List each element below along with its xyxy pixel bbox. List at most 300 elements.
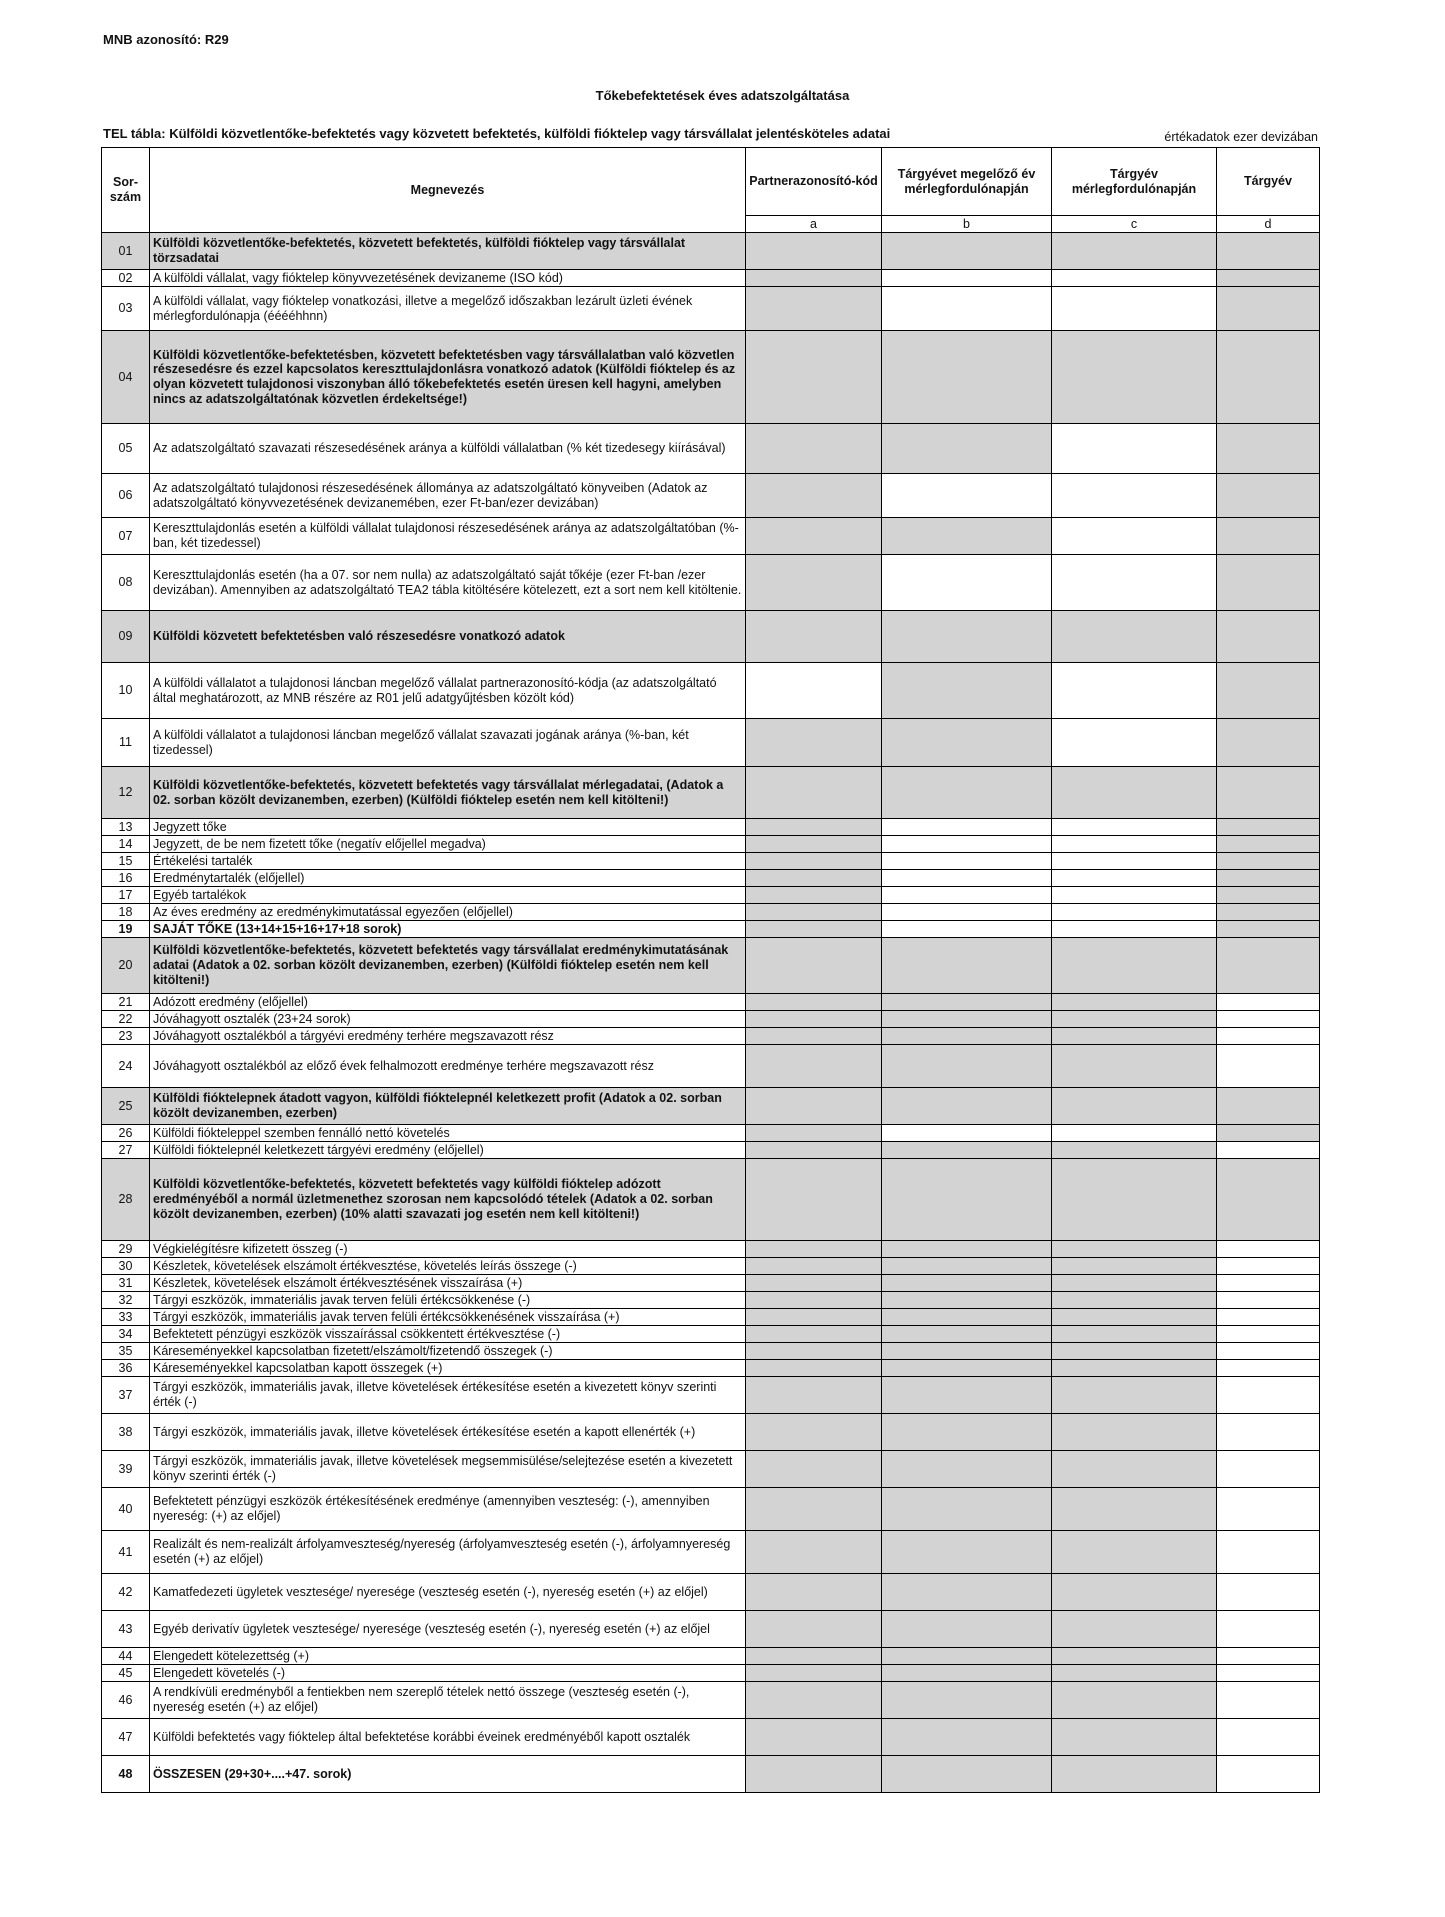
value-cell-d[interactable] [1217, 1488, 1320, 1531]
row-description: Az éves eredmény az eredménykimutatással egyezően (előjellel) [150, 904, 746, 921]
table-row [102, 1125, 1320, 1142]
col-letter-d: d [1217, 216, 1320, 233]
value-cell-c [1052, 1574, 1217, 1611]
value-cell-a [746, 518, 882, 555]
value-cell-a [746, 1309, 882, 1326]
row-number: 41 [102, 1531, 150, 1574]
value-cell-c [1052, 1648, 1217, 1665]
table-row [102, 331, 1320, 424]
row-description: Értékelési tartalék [150, 853, 746, 870]
row-description: Elengedett kötelezettség (+) [150, 1648, 746, 1665]
value-cell-b [882, 1665, 1052, 1682]
row-number: 19 [102, 921, 150, 938]
row-description: A rendkívüli eredményből a fentiekben nem szereplő tételek nettó összege (veszteség esetén (-), nyereség esetén (+) az előjel) [150, 1682, 746, 1719]
value-cell-a [746, 1292, 882, 1309]
value-cell-c[interactable] [1052, 819, 1217, 836]
value-cell-b[interactable] [882, 270, 1052, 287]
row-description: Káreseményekkel kapcsolatban kapott összegek (+) [150, 1360, 746, 1377]
value-cell-c[interactable] [1052, 853, 1217, 870]
value-cell-c[interactable] [1052, 870, 1217, 887]
value-cell-a [746, 1756, 882, 1793]
value-cell-c [1052, 1326, 1217, 1343]
value-cell-d[interactable] [1217, 1377, 1320, 1414]
row-number: 18 [102, 904, 150, 921]
table-row [102, 611, 1320, 663]
table-row [102, 1488, 1320, 1531]
value-cell-a [746, 938, 882, 994]
col-header-b: Tárgyévet megelőző év mérlegfordulónapján [882, 148, 1052, 216]
value-cell-a [746, 921, 882, 938]
row-number: 36 [102, 1360, 150, 1377]
row-number: 20 [102, 938, 150, 994]
value-cell-d [1217, 1159, 1320, 1241]
value-cell-b [882, 424, 1052, 474]
value-cell-a [746, 424, 882, 474]
table-row [102, 424, 1320, 474]
table-row [102, 1756, 1320, 1793]
table-row [102, 1665, 1320, 1682]
row-number: 09 [102, 611, 150, 663]
value-cell-b[interactable] [882, 474, 1052, 518]
value-cell-b [882, 1719, 1052, 1756]
table-row [102, 1275, 1320, 1292]
value-cell-a [746, 767, 882, 819]
table-row [102, 1414, 1320, 1451]
row-description: Elengedett követelés (-) [150, 1665, 746, 1682]
table-row [102, 1309, 1320, 1326]
value-cell-d[interactable] [1217, 1258, 1320, 1275]
row-description: ÖSSZESEN (29+30+....+47. sorok) [150, 1756, 746, 1793]
value-cell-b [882, 1682, 1052, 1719]
col-letter-c: c [1052, 216, 1217, 233]
value-cell-d[interactable] [1217, 1451, 1320, 1488]
row-description: Tárgyi eszközök, immateriális javak terven felüli értékcsökkenése (-) [150, 1292, 746, 1309]
row-number: 40 [102, 1488, 150, 1531]
mnb-identifier: MNB azonosító: R29 [103, 32, 229, 47]
row-description: A külföldi vállalatot a tulajdonosi láncban megelőző vállalat partnerazonosító-kódja (az adatszolgáltató által meghatározott, az MNB részére az R01 jelű adatgyűjtésben közölt kód) [150, 663, 746, 719]
table-row [102, 904, 1320, 921]
value-cell-d [1217, 870, 1320, 887]
value-cell-a [746, 1326, 882, 1343]
value-cell-b [882, 233, 1052, 270]
value-cell-d[interactable] [1217, 1309, 1320, 1326]
row-number: 17 [102, 887, 150, 904]
value-cell-d[interactable] [1217, 1574, 1320, 1611]
value-cell-d [1217, 270, 1320, 287]
value-cell-b [882, 1275, 1052, 1292]
value-cell-a [746, 870, 882, 887]
value-cell-d[interactable] [1217, 994, 1320, 1011]
value-cell-a [746, 1360, 882, 1377]
row-description: Tárgyi eszközök, immateriális javak, illetve követelések értékesítése esetén a kivezetett könyv szerinti érték (-) [150, 1377, 746, 1414]
row-description: Jegyzett tőke [150, 819, 746, 836]
value-cell-c [1052, 233, 1217, 270]
row-description: Tárgyi eszközök, immateriális javak, illetve követelések megsemmisülése/selejtezése esetén a kivezetett könyv szerinti érték (-) [150, 1451, 746, 1488]
value-cell-c [1052, 1011, 1217, 1028]
value-cell-b [882, 1611, 1052, 1648]
row-number: 35 [102, 1343, 150, 1360]
row-number: 27 [102, 1142, 150, 1159]
value-cell-b [882, 1045, 1052, 1088]
value-cell-b [882, 1028, 1052, 1045]
value-cell-c [1052, 1360, 1217, 1377]
row-description: Kamatfedezeti ügyletek vesztesége/ nyeresége (veszteség esetén (-), nyereség esetén (+) az előjel) [150, 1574, 746, 1611]
row-number: 16 [102, 870, 150, 887]
value-cell-b[interactable] [882, 819, 1052, 836]
value-cell-d[interactable] [1217, 1045, 1320, 1088]
value-cell-b [882, 1488, 1052, 1531]
row-number: 33 [102, 1309, 150, 1326]
table-row [102, 1088, 1320, 1125]
table-row [102, 518, 1320, 555]
value-cell-b [882, 1377, 1052, 1414]
table-row [102, 1377, 1320, 1414]
value-cell-c[interactable] [1052, 663, 1217, 719]
row-description: Jóváhagyott osztalék (23+24 sorok) [150, 1011, 746, 1028]
value-cell-c [1052, 767, 1217, 819]
table-row [102, 1343, 1320, 1360]
row-description: Eredménytartalék (előjellel) [150, 870, 746, 887]
header-row [102, 148, 1320, 216]
value-cell-b[interactable] [882, 555, 1052, 611]
row-description: Befektetett pénzügyi eszközök visszaírással csökkentett értékvesztése (-) [150, 1326, 746, 1343]
value-cell-d[interactable] [1217, 1326, 1320, 1343]
row-description: Realizált és nem-realizált árfolyamveszteség/nyereség (árfolyamveszteség esetén (-), árfolyamnyereség esetén (+) az előjel) [150, 1531, 746, 1574]
row-description: Az adatszolgáltató tulajdonosi részesedésének állománya az adatszolgáltató könyveiben (Adatok az adatszolgáltató könyvvezetésének devizanemében, ezer Ft-ban/ezer devizában) [150, 474, 746, 518]
value-cell-d[interactable] [1217, 1028, 1320, 1045]
value-cell-d[interactable] [1217, 1682, 1320, 1719]
row-number: 21 [102, 994, 150, 1011]
value-cell-c[interactable] [1052, 887, 1217, 904]
value-cell-d[interactable] [1217, 1665, 1320, 1682]
row-number: 38 [102, 1414, 150, 1451]
table-row [102, 663, 1320, 719]
value-cell-d [1217, 887, 1320, 904]
value-cell-d[interactable] [1217, 1611, 1320, 1648]
table-row [102, 233, 1320, 270]
value-cell-c [1052, 994, 1217, 1011]
value-cell-a [746, 611, 882, 663]
value-cell-a [746, 1028, 882, 1045]
row-number: 01 [102, 233, 150, 270]
value-cell-b [882, 1309, 1052, 1326]
value-cell-c [1052, 1159, 1217, 1241]
table-row [102, 870, 1320, 887]
value-cell-d [1217, 853, 1320, 870]
row-number: 47 [102, 1719, 150, 1756]
value-cell-d [1217, 719, 1320, 767]
row-description: Adózott eredmény (előjellel) [150, 994, 746, 1011]
value-cell-b [882, 331, 1052, 424]
value-cell-a [746, 1088, 882, 1125]
value-cell-b [882, 767, 1052, 819]
row-number: 25 [102, 1088, 150, 1125]
value-cell-d[interactable] [1217, 1360, 1320, 1377]
value-cell-c [1052, 1611, 1217, 1648]
row-description: Kereszttulajdonlás esetén (ha a 07. sor nem nulla) az adatszolgáltató saját tőkéje (ezer Ft-ban /ezer devizában). Amennyiben az adatszolgáltató TEA2 tábla kitöltésére kötelezett, ezt a sort nem kell kitöltenie. [150, 555, 746, 611]
value-cell-a [746, 233, 882, 270]
value-cell-d [1217, 518, 1320, 555]
row-number: 11 [102, 719, 150, 767]
value-cell-b[interactable] [882, 921, 1052, 938]
value-cell-c [1052, 1045, 1217, 1088]
value-cell-a [746, 287, 882, 331]
value-cell-b [882, 611, 1052, 663]
row-number: 43 [102, 1611, 150, 1648]
col-header-d: Tárgyév [1217, 148, 1320, 216]
col-header-a: Partnerazonosító-kód [746, 148, 882, 216]
value-cell-d[interactable] [1217, 1241, 1320, 1258]
table-row [102, 1258, 1320, 1275]
row-number: 46 [102, 1682, 150, 1719]
value-cell-a [746, 719, 882, 767]
value-cell-c[interactable] [1052, 1125, 1217, 1142]
value-cell-c [1052, 1028, 1217, 1045]
value-cell-d [1217, 1088, 1320, 1125]
row-number: 03 [102, 287, 150, 331]
row-description: Külföldi közvetett befektetésben való részesedésre vonatkozó adatok [150, 611, 746, 663]
value-cell-a [746, 555, 882, 611]
value-cell-a [746, 1682, 882, 1719]
value-cell-b [882, 663, 1052, 719]
value-cell-c[interactable] [1052, 287, 1217, 331]
col-letter-b: b [882, 216, 1052, 233]
value-cell-b [882, 719, 1052, 767]
row-description: Végkielégítésre kifizetett összeg (-) [150, 1241, 746, 1258]
value-cell-c[interactable] [1052, 836, 1217, 853]
value-cell-b [882, 1159, 1052, 1241]
value-cell-d[interactable] [1217, 1648, 1320, 1665]
value-cell-d [1217, 921, 1320, 938]
table-row [102, 853, 1320, 870]
table-row [102, 1142, 1320, 1159]
row-number: 48 [102, 1756, 150, 1793]
row-description: A külföldi vállalat, vagy fióktelep vonatkozási, illetve a megelőző időszakban lezárult üzleti évének mérlegfordulónapja (ééééhhnn) [150, 287, 746, 331]
value-cell-b [882, 1360, 1052, 1377]
value-cell-c [1052, 1343, 1217, 1360]
table-row [102, 474, 1320, 518]
col-header-desc: Megnevezés [150, 148, 746, 233]
table-row [102, 1719, 1320, 1756]
table-row [102, 887, 1320, 904]
row-description: Készletek, követelések elszámolt értékvesztése, követelés leírás összege (-) [150, 1258, 746, 1275]
row-description: Külföldi fiókteleppel szemben fennálló nettó követelés [150, 1125, 746, 1142]
table-row [102, 938, 1320, 994]
row-number: 31 [102, 1275, 150, 1292]
value-cell-c [1052, 1258, 1217, 1275]
row-description: Külföldi közvetlentőke-befektetés, közvetett befektetés vagy társvállalat eredménykimutatásának adatai (Adatok a 02. sorban közölt devizanemben, ezerben) (Külföldi fióktelep esetén nem kell kitölteni!) [150, 938, 746, 994]
row-number: 08 [102, 555, 150, 611]
value-cell-a [746, 1414, 882, 1451]
value-cell-a [746, 1241, 882, 1258]
value-cell-b [882, 938, 1052, 994]
unit-note: értékadatok ezer devizában [1164, 130, 1318, 144]
row-number: 32 [102, 1292, 150, 1309]
value-cell-b[interactable] [882, 1125, 1052, 1142]
value-cell-a [746, 1451, 882, 1488]
row-number: 37 [102, 1377, 150, 1414]
value-cell-b[interactable] [882, 887, 1052, 904]
value-cell-b [882, 1241, 1052, 1258]
table-row [102, 1611, 1320, 1648]
table-row [102, 1028, 1320, 1045]
value-cell-d [1217, 611, 1320, 663]
value-cell-d[interactable] [1217, 1343, 1320, 1360]
value-cell-d [1217, 938, 1320, 994]
value-cell-c [1052, 1088, 1217, 1125]
row-number: 23 [102, 1028, 150, 1045]
table-row [102, 1011, 1320, 1028]
value-cell-a [746, 1011, 882, 1028]
value-cell-b [882, 1292, 1052, 1309]
table-row [102, 767, 1320, 819]
value-cell-c[interactable] [1052, 474, 1217, 518]
row-description: Külföldi közvetlentőke-befektetés, közvetett befektetés, külföldi fióktelep vagy társvállalat törzsadatai [150, 233, 746, 270]
value-cell-c[interactable] [1052, 904, 1217, 921]
value-cell-b [882, 1574, 1052, 1611]
col-header-c: Tárgyév mérlegfordulónapján [1052, 148, 1217, 216]
value-cell-b[interactable] [882, 287, 1052, 331]
row-number: 02 [102, 270, 150, 287]
value-cell-a [746, 904, 882, 921]
value-cell-a [746, 1488, 882, 1531]
value-cell-c[interactable] [1052, 518, 1217, 555]
value-cell-b [882, 1258, 1052, 1275]
value-cell-a [746, 1343, 882, 1360]
value-cell-c [1052, 1719, 1217, 1756]
table-row [102, 819, 1320, 836]
row-number: 26 [102, 1125, 150, 1142]
row-description: Tárgyi eszközök, immateriális javak terven felüli értékcsökkenésének visszaírása (+) [150, 1309, 746, 1326]
value-cell-c [1052, 1292, 1217, 1309]
value-cell-d [1217, 1125, 1320, 1142]
value-cell-c [1052, 1377, 1217, 1414]
row-number: 15 [102, 853, 150, 870]
value-cell-b[interactable] [882, 904, 1052, 921]
value-cell-b [882, 1414, 1052, 1451]
value-cell-d[interactable] [1217, 1719, 1320, 1756]
row-description: Kereszttulajdonlás esetén a külföldi vállalat tulajdonosi részesedésének aránya az adatszolgáltatóban (%-ban, két tizedessel) [150, 518, 746, 555]
value-cell-c[interactable] [1052, 921, 1217, 938]
row-number: 12 [102, 767, 150, 819]
row-number: 39 [102, 1451, 150, 1488]
value-cell-c[interactable] [1052, 719, 1217, 767]
row-description: Külföldi közvetlentőke-befektetés, közvetett befektetés vagy külföldi fióktelep adózott eredményéből a normál üzletmenethez szorosan nem kapcsolódó tételek (Adatok a 02. sorban közölt devizanemben, ezerben) (10% alatti szavazati jog esetén nem kell kitölteni!) [150, 1159, 746, 1241]
row-description: A külföldi vállalat, vagy fióktelep könyvvezetésének devizaneme (ISO kód) [150, 270, 746, 287]
table-row [102, 1574, 1320, 1611]
value-cell-d [1217, 233, 1320, 270]
value-cell-c [1052, 1241, 1217, 1258]
value-cell-d [1217, 555, 1320, 611]
value-cell-a [746, 1142, 882, 1159]
value-cell-d[interactable] [1217, 1414, 1320, 1451]
value-cell-b[interactable] [882, 836, 1052, 853]
value-cell-d [1217, 331, 1320, 424]
value-cell-d[interactable] [1217, 1756, 1320, 1793]
table-row [102, 1451, 1320, 1488]
value-cell-c [1052, 1309, 1217, 1326]
value-cell-b [882, 1011, 1052, 1028]
tel-table [101, 147, 1320, 1793]
value-cell-c [1052, 331, 1217, 424]
row-number: 29 [102, 1241, 150, 1258]
document-title: Tőkebefektetések éves adatszolgáltatása [595, 88, 850, 103]
value-cell-d[interactable] [1217, 1292, 1320, 1309]
value-cell-a [746, 836, 882, 853]
value-cell-c[interactable] [1052, 555, 1217, 611]
row-number: 13 [102, 819, 150, 836]
value-cell-a [746, 1531, 882, 1574]
value-cell-c[interactable] [1052, 270, 1217, 287]
table-row [102, 1648, 1320, 1665]
value-cell-d[interactable] [1217, 1011, 1320, 1028]
row-number: 28 [102, 1159, 150, 1241]
row-number: 04 [102, 331, 150, 424]
col-header-num: Sor- szám [102, 148, 150, 233]
value-cell-c [1052, 938, 1217, 994]
table-row [102, 719, 1320, 767]
value-cell-d [1217, 904, 1320, 921]
value-cell-a [746, 331, 882, 424]
value-cell-a [746, 887, 882, 904]
value-cell-d[interactable] [1217, 1531, 1320, 1574]
table-row [102, 994, 1320, 1011]
row-number: 10 [102, 663, 150, 719]
row-description: A külföldi vállalatot a tulajdonosi láncban megelőző vállalat szavazati jogának aránya (%-ban, két tizedessel) [150, 719, 746, 767]
table-body [102, 233, 1320, 1793]
value-cell-b[interactable] [882, 870, 1052, 887]
value-cell-a[interactable] [746, 663, 882, 719]
value-cell-c[interactable] [1052, 424, 1217, 474]
col-letter-a: a [746, 216, 882, 233]
table-row [102, 287, 1320, 331]
row-number: 24 [102, 1045, 150, 1088]
value-cell-a [746, 1665, 882, 1682]
value-cell-c [1052, 1142, 1217, 1159]
value-cell-a [746, 853, 882, 870]
row-description: Külföldi fióktelepnél keletkezett tárgyévi eredmény (előjellel) [150, 1142, 746, 1159]
table-row [102, 921, 1320, 938]
table-row [102, 836, 1320, 853]
table-row [102, 1159, 1320, 1241]
table-row [102, 1326, 1320, 1343]
value-cell-b [882, 1648, 1052, 1665]
row-description: Jóváhagyott osztalékból a tárgyévi eredmény terhére megszavazott rész [150, 1028, 746, 1045]
value-cell-d [1217, 819, 1320, 836]
row-number: 05 [102, 424, 150, 474]
value-cell-a [746, 1125, 882, 1142]
value-cell-d [1217, 474, 1320, 518]
table-row [102, 1682, 1320, 1719]
value-cell-a [746, 1258, 882, 1275]
value-cell-c [1052, 611, 1217, 663]
value-cell-c [1052, 1275, 1217, 1292]
table-row [102, 1531, 1320, 1574]
value-cell-b[interactable] [882, 853, 1052, 870]
row-description: Külföldi fióktelepnek átadott vagyon, külföldi fióktelepnél keletkezett profit (Adatok a 02. sorban közölt devizanemben, ezerben) [150, 1088, 746, 1125]
value-cell-a [746, 1377, 882, 1414]
row-description: Készletek, követelések elszámolt értékvesztésének visszaírása (+) [150, 1275, 746, 1292]
value-cell-d[interactable] [1217, 1275, 1320, 1292]
value-cell-d[interactable] [1217, 1142, 1320, 1159]
value-cell-a [746, 994, 882, 1011]
row-description: Jegyzett, de be nem fizetett tőke (negatív előjellel megadva) [150, 836, 746, 853]
value-cell-d [1217, 767, 1320, 819]
row-description: Káreseményekkel kapcsolatban fizetett/elszámolt/fizetendő összegek (-) [150, 1343, 746, 1360]
value-cell-a [746, 1275, 882, 1292]
row-description: SAJÁT TŐKE (13+14+15+16+17+18 sorok) [150, 921, 746, 938]
value-cell-a [746, 1611, 882, 1648]
